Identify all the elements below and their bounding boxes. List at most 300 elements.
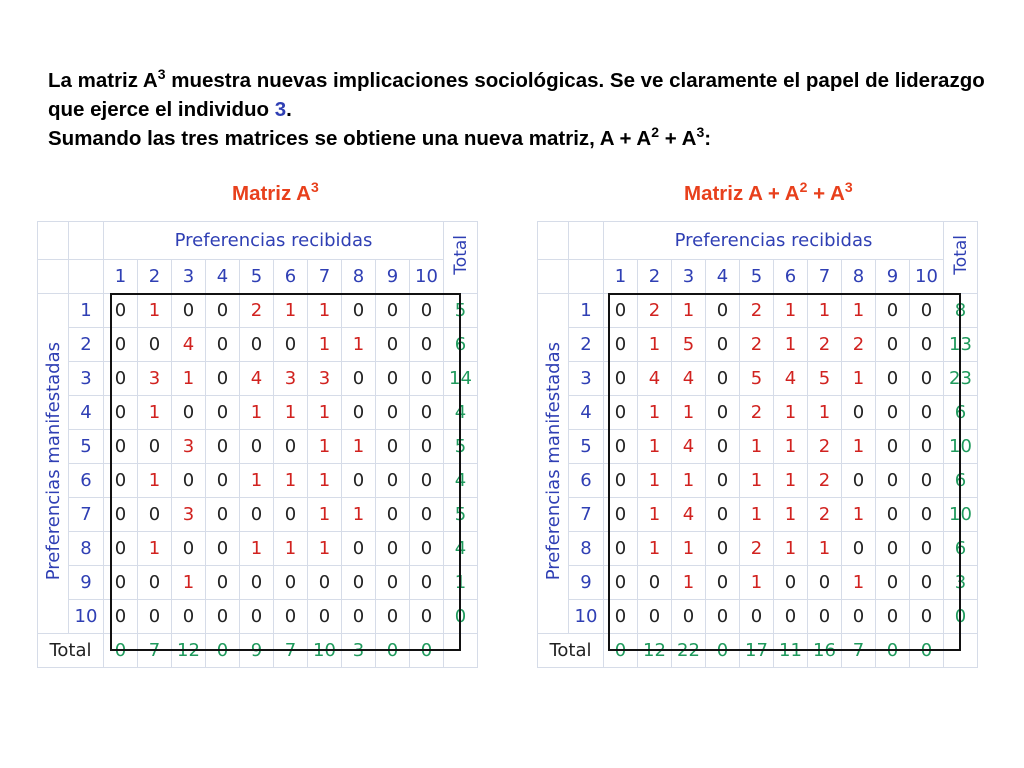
value-cell: 0 [172, 600, 206, 634]
value-cell: 0 [376, 600, 410, 634]
value-cell: 0 [638, 566, 672, 600]
value-cell: 1 [308, 498, 342, 532]
total-col-header [444, 222, 478, 294]
value-cell: 1 [342, 430, 376, 464]
value-cell: 0 [876, 600, 910, 634]
value-cell: 0 [206, 430, 240, 464]
value-cell: 0 [308, 566, 342, 600]
value-cell: 0 [842, 464, 876, 498]
value-cell: 0 [240, 430, 274, 464]
value-cell: 0 [274, 600, 308, 634]
value-cell: 2 [638, 294, 672, 328]
col-total: 3 [342, 634, 376, 668]
value-cell: 0 [104, 532, 138, 566]
value-cell: 0 [104, 396, 138, 430]
value-cell: 1 [774, 328, 808, 362]
corner-cell [38, 260, 69, 294]
corner-cell [69, 260, 104, 294]
value-cell: 0 [104, 566, 138, 600]
col-total: 0 [876, 634, 910, 668]
col-number: 6 [274, 260, 308, 294]
value-cell: 0 [672, 600, 706, 634]
corner-cell [538, 222, 569, 260]
total-col-label: Total [450, 235, 471, 275]
value-cell: 0 [376, 294, 410, 328]
value-cell: 1 [774, 464, 808, 498]
col-total: 7 [842, 634, 876, 668]
value-cell: 1 [342, 328, 376, 362]
matrix-row [38, 396, 478, 430]
value-cell: 0 [172, 532, 206, 566]
value-cell: 1 [842, 498, 876, 532]
value-cell: 0 [410, 396, 444, 430]
col-number: 2 [638, 260, 672, 294]
value-cell: 0 [138, 498, 172, 532]
value-cell: 3 [274, 362, 308, 396]
value-cell: 1 [740, 566, 774, 600]
value-cell: 0 [706, 600, 740, 634]
value-cell: 0 [206, 362, 240, 396]
value-cell: 0 [604, 396, 638, 430]
value-cell: 1 [740, 464, 774, 498]
value-cell: 0 [342, 396, 376, 430]
value-cell: 2 [240, 294, 274, 328]
value-cell: 0 [206, 600, 240, 634]
value-cell: 0 [240, 600, 274, 634]
col-number: 9 [376, 260, 410, 294]
value-cell: 1 [172, 362, 206, 396]
value-cell: 0 [376, 464, 410, 498]
value-cell: 1 [842, 294, 876, 328]
value-cell: 0 [342, 566, 376, 600]
col-total: 7 [274, 634, 308, 668]
value-cell: 1 [274, 464, 308, 498]
col-number: 6 [774, 260, 808, 294]
value-cell: 0 [410, 328, 444, 362]
row-total: 4 [444, 464, 478, 498]
value-cell: 0 [604, 328, 638, 362]
matrix-row [538, 600, 978, 634]
row-number: 10 [69, 600, 104, 634]
value-cell: 0 [206, 464, 240, 498]
matrix-row [38, 498, 478, 532]
value-cell: 0 [740, 600, 774, 634]
value-cell: 0 [706, 566, 740, 600]
row-number: 4 [569, 396, 604, 430]
value-cell: 3 [172, 430, 206, 464]
row-total: 6 [444, 328, 478, 362]
value-cell: 1 [638, 464, 672, 498]
corner-cell [444, 634, 478, 668]
value-cell: 0 [342, 294, 376, 328]
value-cell: 0 [104, 600, 138, 634]
value-cell: 0 [876, 328, 910, 362]
value-cell: 1 [138, 294, 172, 328]
value-cell: 0 [604, 294, 638, 328]
row-group-label: Preferencias manifestadas [42, 341, 64, 581]
value-cell: 1 [672, 396, 706, 430]
row-number: 6 [569, 464, 604, 498]
value-cell: 0 [876, 498, 910, 532]
value-cell: 1 [842, 430, 876, 464]
col-number: 7 [808, 260, 842, 294]
col-total: 12 [638, 634, 672, 668]
value-cell: 5 [740, 362, 774, 396]
row-number: 10 [569, 600, 604, 634]
matrix-row [38, 294, 478, 328]
row-total: 6 [944, 396, 978, 430]
value-cell: 1 [274, 396, 308, 430]
value-cell: 0 [376, 498, 410, 532]
value-cell: 0 [206, 328, 240, 362]
value-cell: 0 [876, 532, 910, 566]
value-cell: 0 [104, 498, 138, 532]
value-cell: 3 [138, 362, 172, 396]
value-cell: 0 [274, 498, 308, 532]
row-total: 3 [944, 566, 978, 600]
row-total: 8 [944, 294, 978, 328]
value-cell: 0 [706, 294, 740, 328]
value-cell: 0 [138, 430, 172, 464]
row-group-label: Preferencias manifestadas [542, 341, 564, 581]
value-cell: 0 [842, 532, 876, 566]
value-cell: 1 [774, 396, 808, 430]
value-cell: 0 [104, 430, 138, 464]
col-total: 0 [604, 634, 638, 668]
row-total: 5 [444, 498, 478, 532]
row-total: 14 [444, 362, 478, 396]
value-cell: 1 [308, 430, 342, 464]
total-col-header [944, 222, 978, 294]
value-cell: 1 [672, 294, 706, 328]
value-cell: 1 [240, 464, 274, 498]
value-cell: 0 [376, 566, 410, 600]
col-total: 12 [172, 634, 206, 668]
value-cell: 1 [638, 430, 672, 464]
matrix-row [38, 464, 478, 498]
row-total: 1 [444, 566, 478, 600]
row-total: 5 [444, 430, 478, 464]
row-total: 13 [944, 328, 978, 362]
value-cell: 0 [274, 566, 308, 600]
corner-cell [38, 222, 69, 260]
value-cell: 0 [604, 464, 638, 498]
value-cell: 0 [604, 362, 638, 396]
col-number: 3 [172, 260, 206, 294]
value-cell: 0 [342, 600, 376, 634]
col-group-header: Preferencias recibidas [104, 222, 444, 260]
value-cell: 1 [638, 532, 672, 566]
row-total: 5 [444, 294, 478, 328]
value-cell: 0 [774, 600, 808, 634]
matrix-row [38, 362, 478, 396]
col-total: 16 [808, 634, 842, 668]
corner-cell [569, 222, 604, 260]
value-cell: 0 [808, 600, 842, 634]
value-cell: 1 [308, 294, 342, 328]
col-total: 17 [740, 634, 774, 668]
value-cell: 0 [910, 464, 944, 498]
matrix-row [538, 294, 978, 328]
matrix-row [538, 532, 978, 566]
value-cell: 1 [842, 566, 876, 600]
col-total: 0 [376, 634, 410, 668]
matrix-sum-title: Matriz $A + A^2 + A^3$ [684, 179, 853, 205]
row-number: 1 [569, 294, 604, 328]
value-cell: 4 [672, 430, 706, 464]
col-number: 8 [342, 260, 376, 294]
value-cell: 1 [774, 430, 808, 464]
value-cell: 0 [240, 328, 274, 362]
matrix-row [38, 328, 478, 362]
row-number: 7 [69, 498, 104, 532]
value-cell: 0 [410, 566, 444, 600]
value-cell: 0 [410, 498, 444, 532]
row-total: 10 [944, 430, 978, 464]
value-cell: 2 [808, 430, 842, 464]
col-total: 7 [138, 634, 172, 668]
value-cell: 1 [274, 294, 308, 328]
value-cell: 0 [706, 328, 740, 362]
value-cell: 0 [410, 362, 444, 396]
value-cell: 0 [410, 294, 444, 328]
col-number: 10 [910, 260, 944, 294]
row-number: 7 [569, 498, 604, 532]
value-cell: 1 [638, 396, 672, 430]
value-cell: 0 [138, 328, 172, 362]
value-cell: 1 [138, 532, 172, 566]
value-cell: 0 [138, 566, 172, 600]
value-cell: 0 [706, 430, 740, 464]
row-total: 23 [944, 362, 978, 396]
value-cell: 0 [910, 294, 944, 328]
value-cell: 5 [672, 328, 706, 362]
col-total: 0 [910, 634, 944, 668]
col-total: 0 [410, 634, 444, 668]
intro-line-1: La matriz $A^3$ muestra nuevas implicaciones sociológicas. Se ve claramente el papel de liderazgo que ejerce el individuo 3. [48, 66, 985, 121]
value-cell: 0 [876, 464, 910, 498]
value-cell: 0 [308, 600, 342, 634]
value-cell: 0 [876, 294, 910, 328]
value-cell: 0 [342, 362, 376, 396]
total-col-label: Total [950, 235, 971, 275]
value-cell: 0 [842, 396, 876, 430]
value-cell: 1 [808, 396, 842, 430]
matrix-row [538, 498, 978, 532]
value-cell: 0 [910, 328, 944, 362]
col-number: 3 [672, 260, 706, 294]
value-cell: 0 [910, 362, 944, 396]
value-cell: 0 [206, 396, 240, 430]
value-cell: 2 [740, 396, 774, 430]
total-row-label: Total [538, 634, 604, 668]
row-total: 4 [444, 396, 478, 430]
col-total: 9 [240, 634, 274, 668]
row-number: 8 [69, 532, 104, 566]
value-cell: 0 [376, 362, 410, 396]
value-cell: 5 [808, 362, 842, 396]
value-cell: 2 [740, 294, 774, 328]
matrix-a3-table [37, 221, 478, 668]
col-number: 5 [740, 260, 774, 294]
value-cell: 2 [808, 498, 842, 532]
value-cell: 1 [274, 532, 308, 566]
value-cell: 0 [410, 532, 444, 566]
value-cell: 0 [910, 430, 944, 464]
value-cell: 0 [274, 430, 308, 464]
value-cell: 4 [240, 362, 274, 396]
row-number: 2 [569, 328, 604, 362]
corner-cell [538, 260, 569, 294]
matrix-row [538, 328, 978, 362]
value-cell: 0 [910, 532, 944, 566]
value-cell: 0 [410, 430, 444, 464]
col-total: 0 [706, 634, 740, 668]
value-cell: 0 [910, 498, 944, 532]
value-cell: 1 [638, 498, 672, 532]
matrix-row [538, 566, 978, 600]
value-cell: 0 [240, 566, 274, 600]
value-cell: 0 [876, 362, 910, 396]
value-cell: 4 [638, 362, 672, 396]
row-number: 4 [69, 396, 104, 430]
value-cell: 0 [342, 532, 376, 566]
value-cell: 1 [774, 532, 808, 566]
col-number: 8 [842, 260, 876, 294]
value-cell: 1 [774, 498, 808, 532]
value-cell: 0 [706, 362, 740, 396]
corner-cell [569, 260, 604, 294]
value-cell: 0 [206, 566, 240, 600]
row-group-header [538, 294, 569, 634]
value-cell: 0 [910, 396, 944, 430]
value-cell: 0 [172, 464, 206, 498]
value-cell: 3 [172, 498, 206, 532]
row-number: 5 [69, 430, 104, 464]
value-cell: 4 [172, 328, 206, 362]
row-total: 0 [444, 600, 478, 634]
value-cell: 0 [604, 566, 638, 600]
matrix-row [538, 362, 978, 396]
value-cell: 1 [740, 498, 774, 532]
value-cell: 0 [706, 464, 740, 498]
row-number: 3 [69, 362, 104, 396]
value-cell: 0 [206, 294, 240, 328]
row-number: 6 [69, 464, 104, 498]
value-cell: 0 [876, 430, 910, 464]
value-cell: 0 [376, 532, 410, 566]
value-cell: 0 [604, 498, 638, 532]
value-cell: 1 [672, 532, 706, 566]
matrix-row [38, 566, 478, 600]
row-total: 6 [944, 532, 978, 566]
value-cell: 4 [672, 362, 706, 396]
col-number: 5 [240, 260, 274, 294]
col-total: 0 [206, 634, 240, 668]
value-cell: 0 [910, 600, 944, 634]
value-cell: 0 [342, 464, 376, 498]
value-cell: 0 [138, 600, 172, 634]
matrix-row [38, 600, 478, 634]
value-cell: 1 [638, 328, 672, 362]
col-total: 11 [774, 634, 808, 668]
col-total: 10 [308, 634, 342, 668]
value-cell: 1 [308, 532, 342, 566]
value-cell: 0 [910, 566, 944, 600]
value-cell: 1 [308, 328, 342, 362]
value-cell: 1 [240, 532, 274, 566]
value-cell: 2 [808, 464, 842, 498]
row-number: 9 [69, 566, 104, 600]
value-cell: 0 [876, 566, 910, 600]
value-cell: 2 [808, 328, 842, 362]
value-cell: 2 [740, 328, 774, 362]
col-number: 9 [876, 260, 910, 294]
col-number: 4 [706, 260, 740, 294]
value-cell: 0 [604, 532, 638, 566]
value-cell: 2 [740, 532, 774, 566]
matrix-row [38, 430, 478, 464]
intro-line-2: Sumando las tres matrices se obtiene una nueva matriz, $A + A^2 + A^3$: [48, 124, 712, 150]
row-total: 0 [944, 600, 978, 634]
value-cell: 4 [774, 362, 808, 396]
col-total: 0 [104, 634, 138, 668]
value-cell: 0 [376, 396, 410, 430]
row-total: 10 [944, 498, 978, 532]
value-cell: 0 [104, 294, 138, 328]
row-number: 5 [569, 430, 604, 464]
matrix-row [538, 396, 978, 430]
row-group-header [38, 294, 69, 634]
value-cell: 0 [604, 430, 638, 464]
value-cell: 0 [876, 396, 910, 430]
col-number: 1 [604, 260, 638, 294]
value-cell: 0 [774, 566, 808, 600]
matrix-row [538, 430, 978, 464]
value-cell: 0 [808, 566, 842, 600]
corner-cell [69, 222, 104, 260]
value-cell: 0 [376, 328, 410, 362]
total-row-label: Total [38, 634, 104, 668]
value-cell: 0 [706, 532, 740, 566]
matrix-sum-table [537, 221, 978, 668]
value-cell: 0 [706, 396, 740, 430]
row-total: 6 [944, 464, 978, 498]
value-cell: 1 [774, 294, 808, 328]
value-cell: 0 [206, 532, 240, 566]
value-cell: 1 [672, 566, 706, 600]
value-cell: 0 [842, 600, 876, 634]
value-cell: 1 [308, 464, 342, 498]
col-number: 1 [104, 260, 138, 294]
row-number: 3 [569, 362, 604, 396]
value-cell: 1 [308, 396, 342, 430]
matrix-a3-title: Matriz $A^3$ [232, 179, 319, 205]
leader-highlight: 3 [274, 98, 287, 121]
col-number: 10 [410, 260, 444, 294]
value-cell: 0 [104, 464, 138, 498]
corner-cell [944, 634, 978, 668]
value-cell: 0 [172, 294, 206, 328]
value-cell: 0 [604, 600, 638, 634]
col-total: 22 [672, 634, 706, 668]
row-number: 2 [69, 328, 104, 362]
value-cell: 4 [672, 498, 706, 532]
value-cell: 0 [376, 430, 410, 464]
value-cell: 0 [410, 600, 444, 634]
col-number: 4 [206, 260, 240, 294]
col-number: 7 [308, 260, 342, 294]
